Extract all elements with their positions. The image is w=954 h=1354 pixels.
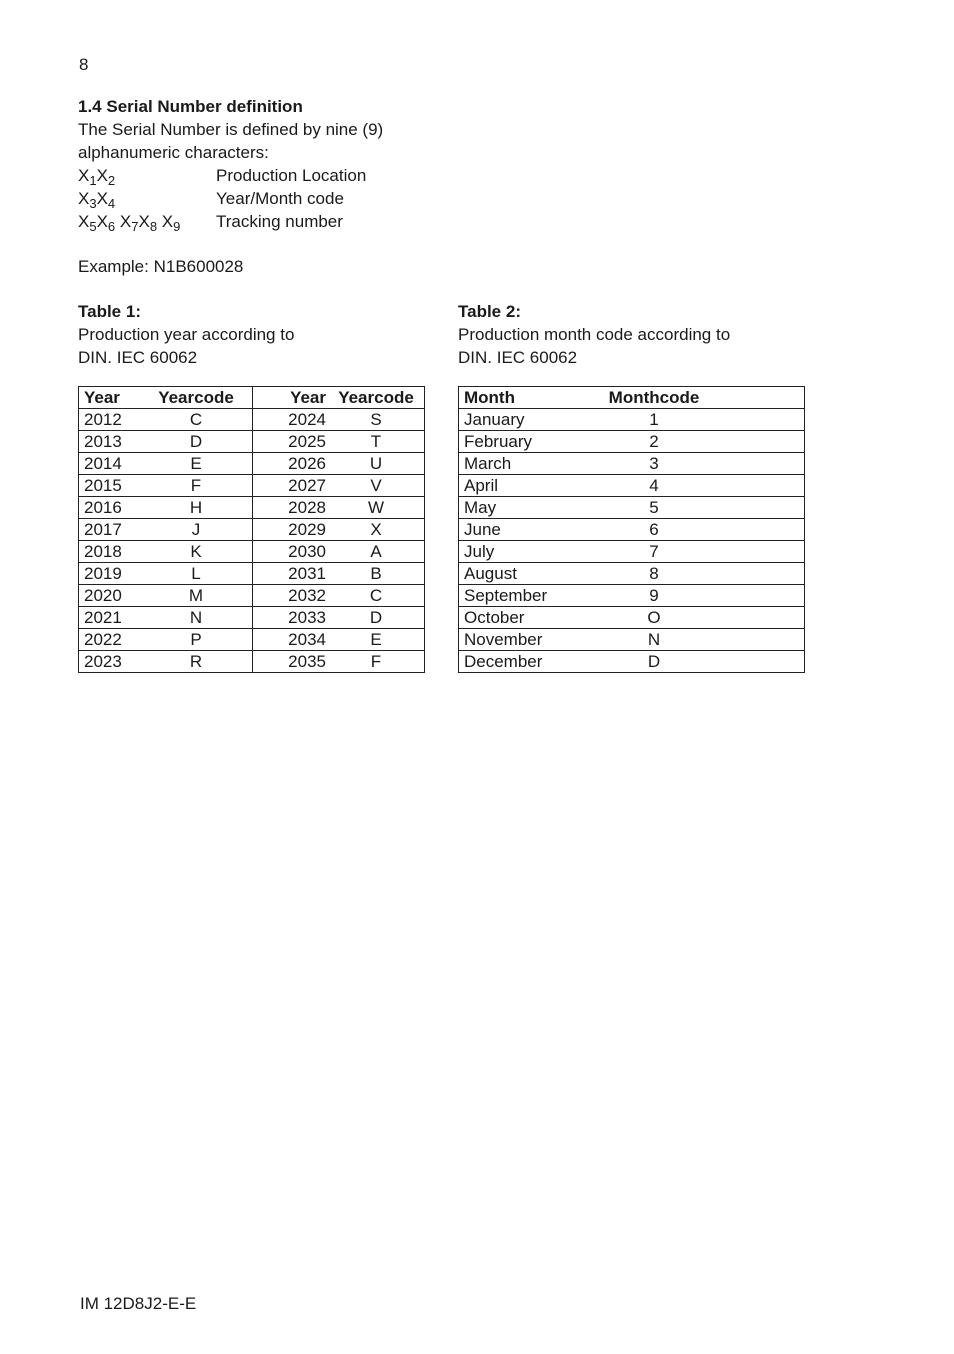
- definition-row-location: [78, 164, 478, 187]
- table1-caption: Table 1:: [78, 302, 141, 321]
- spacer-cell: [704, 651, 805, 673]
- year-cell: 2031: [253, 563, 329, 585]
- monthcode-cell: 3: [604, 453, 704, 475]
- code-x1x2: $X_1X_2$: [78, 166, 116, 188]
- month-cell: October: [459, 607, 605, 629]
- month-cell: March: [459, 453, 605, 475]
- year-cell: 2034: [253, 629, 329, 651]
- header-yearcode: Yearcode: [328, 387, 425, 409]
- yearcode-cell: T: [328, 431, 425, 453]
- code-x5-x9: $X_5X_6$ $X_7X_8$ $X_9$: [78, 212, 181, 234]
- yearcode-cell: V: [328, 475, 425, 497]
- monthcode-cell: 8: [604, 563, 704, 585]
- month-cell: August: [459, 563, 605, 585]
- year-cell: 2019: [79, 563, 141, 585]
- yearcode-cell: D: [140, 431, 253, 453]
- yearcode-cell: W: [328, 497, 425, 519]
- header-yearcode: Yearcode: [140, 387, 253, 409]
- code-x3x4: $X_3X_4$: [78, 189, 116, 211]
- table2-caption: Table 2:: [458, 302, 521, 321]
- monthcode-cell: 6: [604, 519, 704, 541]
- yearcode-cell: M: [140, 585, 253, 607]
- table-row: [79, 453, 425, 475]
- yearcode-cell: F: [328, 651, 425, 673]
- yearcode-cell: F: [140, 475, 253, 497]
- spacer-cell: [704, 607, 805, 629]
- year-cell: 2020: [79, 585, 141, 607]
- month-cell: June: [459, 519, 605, 541]
- monthcode-cell: D: [604, 651, 704, 673]
- monthcode-cell: 5: [604, 497, 704, 519]
- year-cell: 2029: [253, 519, 329, 541]
- yearcode-cell: D: [328, 607, 425, 629]
- section-intro: The Serial Number is defined by nine (9) alphanumeric characters:: [78, 120, 384, 162]
- table1-desc-line2: DIN. IEC 60062: [78, 348, 198, 367]
- table1-desc-line1: Production year according to: [78, 325, 295, 344]
- monthcode-cell: N: [604, 629, 704, 651]
- spacer-cell: [704, 519, 805, 541]
- table-row: [79, 607, 425, 629]
- year-cell: 2032: [253, 585, 329, 607]
- monthcode-cell: 9: [604, 585, 704, 607]
- spacer-cell: [704, 497, 805, 519]
- year-cell: 2016: [79, 497, 141, 519]
- table-row: [79, 541, 425, 563]
- monthcode-cell: 1: [604, 409, 704, 431]
- table-row: [79, 629, 425, 651]
- year-cell: 2022: [79, 629, 141, 651]
- year-cell: 2026: [253, 453, 329, 475]
- monthcode-cell: 2: [604, 431, 704, 453]
- spacer-cell: [704, 431, 805, 453]
- table-header-row: [459, 387, 805, 409]
- yearcode-cell: U: [328, 453, 425, 475]
- year-cell: 2023: [79, 651, 141, 673]
- spacer-cell: [704, 541, 805, 563]
- yearcode-cell: R: [140, 651, 253, 673]
- year-cell: 2035: [253, 651, 329, 673]
- yearcode-cell: S: [328, 409, 425, 431]
- year-cell: 2027: [253, 475, 329, 497]
- table-header-row: [79, 387, 425, 409]
- table-row: [459, 585, 805, 607]
- month-cell: November: [459, 629, 605, 651]
- year-code-table: [78, 386, 425, 673]
- definition-row-tracking: [78, 210, 478, 233]
- year-cell: 2033: [253, 607, 329, 629]
- year-cell: 2017: [79, 519, 141, 541]
- serial-example: Example: N1B600028: [78, 257, 244, 276]
- table-row: [459, 651, 805, 673]
- table2-desc-line2: DIN. IEC 60062: [458, 348, 578, 367]
- table-row: [79, 409, 425, 431]
- table-row: [79, 519, 425, 541]
- yearcode-cell: E: [328, 629, 425, 651]
- monthcode-cell: 7: [604, 541, 704, 563]
- spacer-cell: [704, 585, 805, 607]
- year-cell: 2012: [79, 409, 141, 431]
- header-monthcode: Monthcode: [604, 387, 704, 409]
- month-cell: July: [459, 541, 605, 563]
- spacer-cell: [704, 409, 805, 431]
- month-cell: May: [459, 497, 605, 519]
- table-row: [459, 519, 805, 541]
- page-number: 8: [79, 55, 89, 74]
- table-row: [79, 431, 425, 453]
- month-cell: February: [459, 431, 605, 453]
- yearcode-cell: K: [140, 541, 253, 563]
- year-cell: 2014: [79, 453, 141, 475]
- month-cell: January: [459, 409, 605, 431]
- yearcode-cell: L: [140, 563, 253, 585]
- spacer-cell: [704, 563, 805, 585]
- year-cell: 2018: [79, 541, 141, 563]
- definition-desc: Production Location: [216, 166, 367, 185]
- monthcode-cell: 4: [604, 475, 704, 497]
- table-row: [459, 607, 805, 629]
- table-row: [459, 541, 805, 563]
- definition-row-yearmonth: [78, 187, 478, 210]
- yearcode-cell: H: [140, 497, 253, 519]
- yearcode-cell: N: [140, 607, 253, 629]
- table-row: [459, 409, 805, 431]
- section-title: 1.4 Serial Number definition: [78, 97, 303, 116]
- year-cell: 2024: [253, 409, 329, 431]
- yearcode-cell: E: [140, 453, 253, 475]
- yearcode-cell: J: [140, 519, 253, 541]
- yearcode-cell: P: [140, 629, 253, 651]
- spacer-cell: [704, 475, 805, 497]
- month-cell: April: [459, 475, 605, 497]
- yearcode-cell: C: [140, 409, 253, 431]
- definition-desc: Year/Month code: [216, 189, 344, 208]
- table-row: [459, 629, 805, 651]
- year-cell: 2021: [79, 607, 141, 629]
- year-cell: 2013: [79, 431, 141, 453]
- table2-desc-line1: Production month code according to: [458, 325, 731, 344]
- year-cell: 2030: [253, 541, 329, 563]
- month-cell: September: [459, 585, 605, 607]
- spacer-cell: [704, 453, 805, 475]
- table-row: [79, 497, 425, 519]
- yearcode-cell: C: [328, 585, 425, 607]
- table-row: [459, 475, 805, 497]
- table-row: [459, 563, 805, 585]
- header-spacer: [704, 387, 805, 409]
- month-cell: December: [459, 651, 605, 673]
- table-row: [459, 497, 805, 519]
- table-row: [79, 651, 425, 673]
- table-row: [459, 453, 805, 475]
- header-year: Year: [253, 387, 329, 409]
- header-month: Month: [459, 387, 605, 409]
- year-cell: 2028: [253, 497, 329, 519]
- table-row: [459, 431, 805, 453]
- yearcode-cell: B: [328, 563, 425, 585]
- yearcode-cell: A: [328, 541, 425, 563]
- yearcode-cell: X: [328, 519, 425, 541]
- month-code-table: [458, 386, 805, 673]
- definition-desc: Tracking number: [216, 212, 343, 231]
- header-year: Year: [79, 387, 141, 409]
- year-cell: 2025: [253, 431, 329, 453]
- spacer-cell: [704, 629, 805, 651]
- monthcode-cell: O: [604, 607, 704, 629]
- table-row: [79, 563, 425, 585]
- table-row: [79, 585, 425, 607]
- table-row: [79, 475, 425, 497]
- document-id-footer: IM 12D8J2-E-E: [80, 1294, 197, 1313]
- year-cell: 2015: [79, 475, 141, 497]
